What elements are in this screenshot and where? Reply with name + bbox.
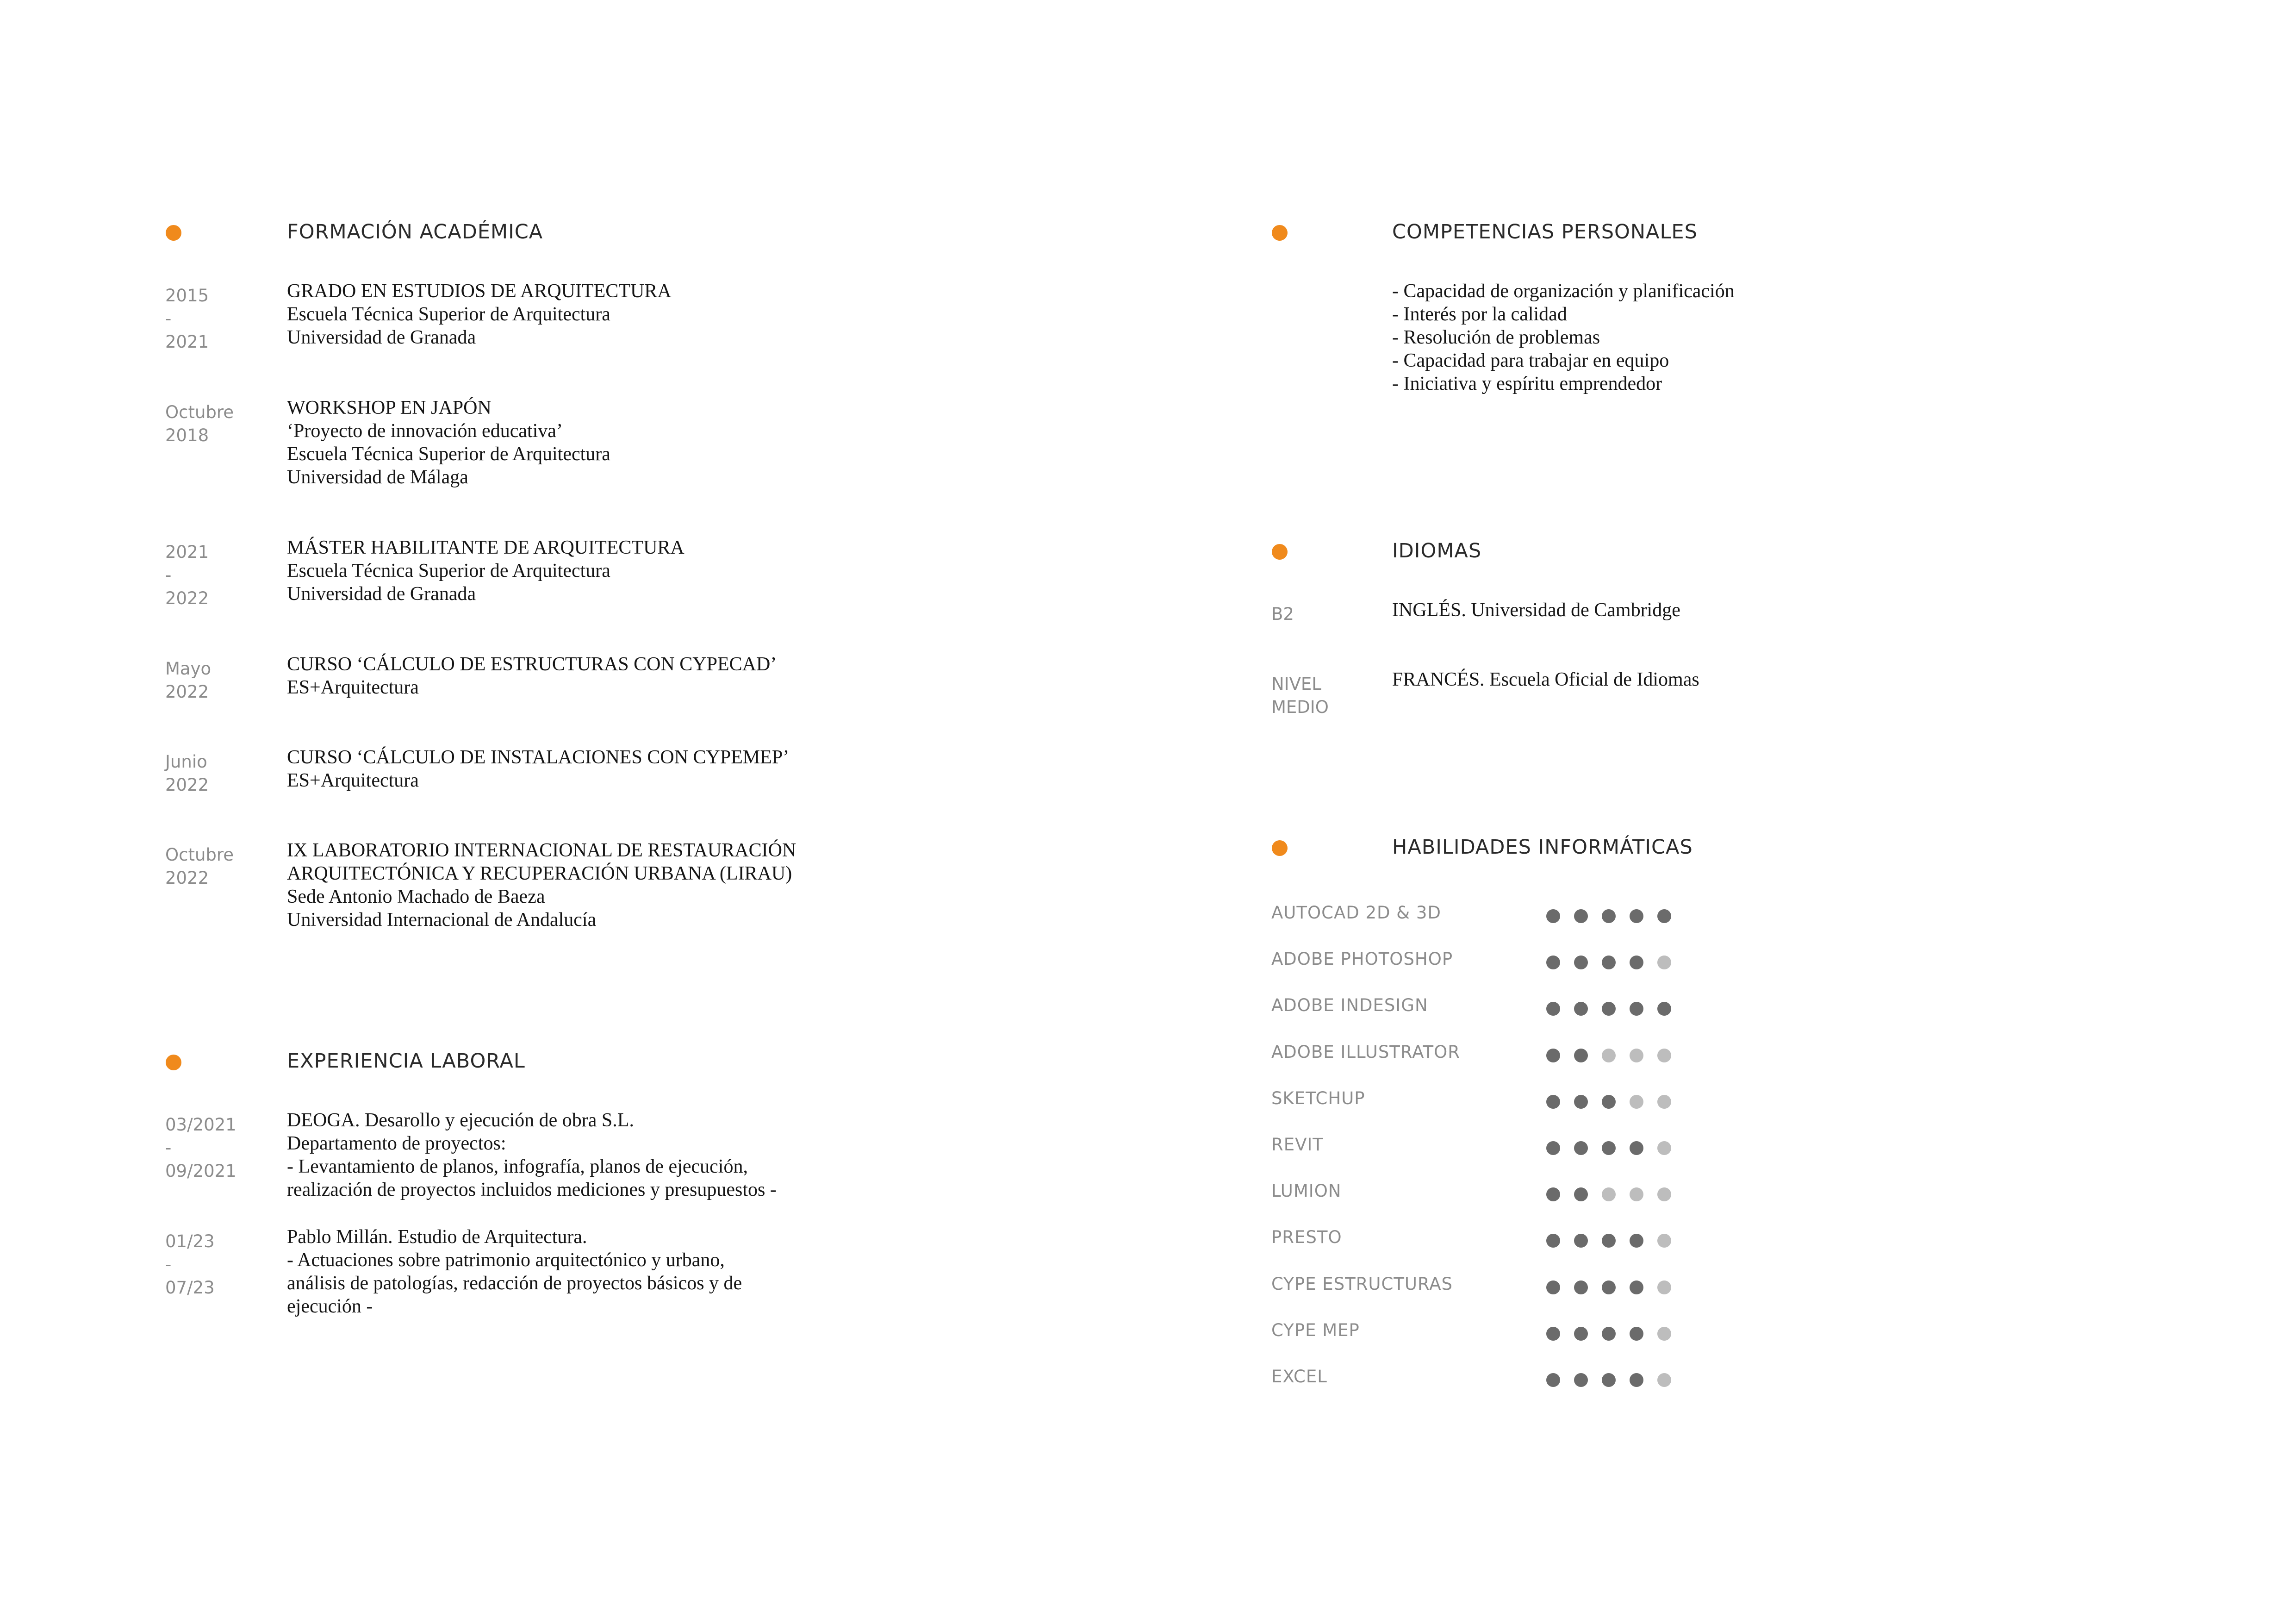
skill-name: REVIT bbox=[1271, 1135, 1324, 1155]
list-item: - Capacidad de organización y planificación bbox=[1392, 281, 1735, 302]
rating-dot-filled bbox=[1657, 1002, 1671, 1016]
entry-line: DEOGA. Desarollo y ejecución de obra S.L. bbox=[287, 1110, 634, 1131]
education-bullet-dot bbox=[166, 225, 181, 241]
rating-dot-filled bbox=[1574, 1280, 1588, 1294]
entry-line: Escuela Técnica Superior de Arquitectura bbox=[287, 443, 610, 465]
rating-dot-empty bbox=[1630, 1095, 1643, 1109]
education-entry-6 bbox=[287, 839, 796, 931]
rating-dot-empty bbox=[1657, 1280, 1671, 1294]
list-item: - Iniciativa y espíritu emprendedor bbox=[1392, 373, 1662, 394]
rating-dot-empty bbox=[1657, 956, 1671, 969]
rating-dot-filled bbox=[1602, 1095, 1616, 1109]
entry-line: - Levantamiento de planos, infografía, planos de ejecución, bbox=[287, 1156, 748, 1177]
rating-dot-filled bbox=[1546, 1280, 1560, 1294]
entry-line: Departamento de proyectos: bbox=[287, 1133, 506, 1154]
rating-dot-filled bbox=[1546, 1234, 1560, 1248]
rating-dot-empty bbox=[1602, 1049, 1616, 1062]
rating-dot-empty bbox=[1657, 1141, 1671, 1155]
skill-name: PRESTO bbox=[1271, 1227, 1342, 1247]
experience-bullet-dot bbox=[166, 1055, 181, 1070]
date-line: 2018 bbox=[165, 425, 209, 445]
rating-dot-filled bbox=[1630, 1327, 1643, 1341]
education-entry-2 bbox=[287, 396, 610, 489]
entry-line: Universidad de Málaga bbox=[287, 467, 468, 488]
date-line: 03/2021 bbox=[165, 1115, 236, 1135]
date-line: 2021 bbox=[165, 332, 209, 352]
date-line: Octubre bbox=[165, 845, 234, 865]
education-entry-5 bbox=[287, 746, 789, 792]
competences-section-title: COMPETENCIAS PERSONALES bbox=[1392, 220, 1698, 244]
date-line: 09/2021 bbox=[165, 1161, 236, 1181]
language-level-1 bbox=[1271, 603, 1294, 626]
entry-line: IX LABORATORIO INTERNACIONAL DE RESTAURACIÓN bbox=[287, 840, 796, 861]
date-line: 2022 bbox=[165, 682, 209, 702]
entry-line: Universidad de Granada bbox=[287, 327, 476, 348]
rating-dot-filled bbox=[1546, 1373, 1560, 1387]
rating-dot-empty bbox=[1630, 1049, 1643, 1062]
skill-name: EXCEL bbox=[1271, 1367, 1327, 1387]
rating-dot-empty bbox=[1602, 1187, 1616, 1201]
entry-line: Escuela Técnica Superior de Arquitectura bbox=[287, 304, 610, 325]
entry-line: análisis de patologías, redacción de proyectos básicos y de bbox=[287, 1273, 742, 1294]
rating-dot-filled bbox=[1574, 1141, 1588, 1155]
education-section-title: FORMACIÓN ACADÉMICA bbox=[287, 220, 543, 244]
rating-dot-filled bbox=[1602, 956, 1616, 969]
experience-entry-1 bbox=[287, 1109, 777, 1201]
rating-dot-filled bbox=[1630, 1234, 1643, 1248]
language-entry-2: FRANCÉS. Escuela Oficial de Idiomas bbox=[1392, 669, 1699, 690]
date-line: 2015 bbox=[165, 286, 209, 306]
education-date-1 bbox=[165, 284, 209, 354]
date-line: 2021 bbox=[165, 542, 209, 562]
experience-section-title: EXPERIENCIA LABORAL bbox=[287, 1049, 525, 1073]
date-line: - bbox=[165, 1138, 172, 1158]
skills-section-title: HABILIDADES INFORMÁTICAS bbox=[1392, 836, 1693, 859]
rating-dot-empty bbox=[1657, 1049, 1671, 1062]
date-line: - bbox=[165, 565, 172, 585]
rating-dot-filled bbox=[1574, 1234, 1588, 1248]
education-date-3 bbox=[165, 541, 209, 610]
education-entry-4 bbox=[287, 653, 777, 699]
rating-dot-filled bbox=[1546, 1095, 1560, 1109]
skill-name: AUTOCAD 2D & 3D bbox=[1271, 903, 1441, 923]
date-line: 07/23 bbox=[165, 1278, 215, 1298]
rating-dot-filled bbox=[1574, 1373, 1588, 1387]
entry-line: Universidad Internacional de Andalucía bbox=[287, 909, 597, 931]
rating-dot-filled bbox=[1574, 909, 1588, 923]
entry-line: MÁSTER HABILITANTE DE ARQUITECTURA bbox=[287, 537, 684, 558]
skill-name: ADOBE ILLUSTRATOR bbox=[1271, 1042, 1460, 1062]
languages-section-title: IDIOMAS bbox=[1392, 539, 1482, 562]
date-line: - bbox=[165, 309, 172, 329]
rating-dot-filled bbox=[1546, 1141, 1560, 1155]
rating-dot-filled bbox=[1630, 1373, 1643, 1387]
language-level-2 bbox=[1271, 673, 1329, 719]
education-entry-1 bbox=[287, 280, 672, 349]
languages-bullet-dot bbox=[1272, 544, 1288, 560]
skill-name: ADOBE PHOTOSHOP bbox=[1271, 949, 1453, 969]
education-entry-3 bbox=[287, 536, 684, 606]
rating-dot-filled bbox=[1602, 1280, 1616, 1294]
entry-line: Sede Antonio Machado de Baeza bbox=[287, 886, 545, 907]
rating-dot-empty bbox=[1657, 1187, 1671, 1201]
list-item: - Resolución de problemas bbox=[1392, 327, 1600, 348]
rating-dot-filled bbox=[1602, 909, 1616, 923]
date-line: - bbox=[165, 1255, 172, 1274]
skill-name: CYPE MEP bbox=[1271, 1320, 1360, 1340]
experience-date-2 bbox=[165, 1230, 215, 1299]
date-line: 2022 bbox=[165, 588, 209, 608]
education-date-4 bbox=[165, 657, 211, 704]
rating-dot-filled bbox=[1602, 1234, 1616, 1248]
competences-list bbox=[1392, 280, 1735, 395]
rating-dot-filled bbox=[1546, 1327, 1560, 1341]
rating-dot-filled bbox=[1546, 1049, 1560, 1062]
rating-dot-filled bbox=[1657, 909, 1671, 923]
skills-bullet-dot bbox=[1272, 840, 1288, 856]
rating-dot-filled bbox=[1630, 1280, 1643, 1294]
list-item: - Capacidad para trabajar en equipo bbox=[1392, 350, 1669, 371]
date-line: Octubre bbox=[165, 402, 234, 422]
rating-dot-filled bbox=[1546, 1002, 1560, 1016]
rating-dot-filled bbox=[1630, 956, 1643, 969]
rating-dot-filled bbox=[1630, 909, 1643, 923]
rating-dot-filled bbox=[1574, 956, 1588, 969]
date-line: 2022 bbox=[165, 868, 209, 888]
rating-dot-filled bbox=[1546, 909, 1560, 923]
entry-line: realización de proyectos incluidos mediciones y presupuestos - bbox=[287, 1179, 777, 1200]
entry-line: GRADO EN ESTUDIOS DE ARQUITECTURA bbox=[287, 281, 672, 302]
skill-name: CYPE ESTRUCTURAS bbox=[1271, 1274, 1453, 1294]
education-date-5 bbox=[165, 750, 209, 797]
rating-dot-filled bbox=[1602, 1002, 1616, 1016]
entry-line: Pablo Millán. Estudio de Arquitectura. bbox=[287, 1226, 587, 1248]
competences-bullet-dot bbox=[1272, 225, 1288, 241]
entry-line: ES+Arquitectura bbox=[287, 677, 419, 698]
skill-name: ADOBE INDESIGN bbox=[1271, 995, 1428, 1015]
entry-line: - Actuaciones sobre patrimonio arquitectónico y urbano, bbox=[287, 1249, 725, 1271]
entry-line: CURSO ‘CÁLCULO DE INSTALACIONES CON CYPEMEP’ bbox=[287, 747, 790, 768]
entry-line: WORKSHOP EN JAPÓN bbox=[287, 397, 492, 418]
entry-line: ARQUITECTÓNICA Y RECUPERACIÓN URBANA (LIRAU) bbox=[287, 863, 792, 884]
rating-dot-filled bbox=[1630, 1002, 1643, 1016]
experience-date-1 bbox=[165, 1113, 236, 1183]
skill-name: LUMION bbox=[1271, 1181, 1342, 1201]
date-line: 01/23 bbox=[165, 1231, 215, 1251]
experience-entry-2 bbox=[287, 1225, 742, 1318]
education-date-6 bbox=[165, 843, 234, 890]
entry-line: Universidad de Granada bbox=[287, 583, 476, 605]
rating-dot-empty bbox=[1657, 1373, 1671, 1387]
rating-dot-filled bbox=[1574, 1002, 1588, 1016]
language-entry-1: INGLÉS. Universidad de Cambridge bbox=[1392, 600, 1680, 621]
rating-dot-filled bbox=[1602, 1327, 1616, 1341]
rating-dot-empty bbox=[1657, 1234, 1671, 1248]
entry-line: ES+Arquitectura bbox=[287, 770, 419, 791]
date-line: Mayo bbox=[165, 659, 212, 679]
rating-dot-filled bbox=[1602, 1373, 1616, 1387]
rating-dot-filled bbox=[1546, 956, 1560, 969]
rating-dot-empty bbox=[1630, 1187, 1643, 1201]
entry-line: ‘Proyecto de innovación educativa’ bbox=[287, 420, 563, 442]
rating-dot-filled bbox=[1574, 1187, 1588, 1201]
rating-dot-empty bbox=[1657, 1095, 1671, 1109]
rating-dot-filled bbox=[1602, 1141, 1616, 1155]
entry-line: Escuela Técnica Superior de Arquitectura bbox=[287, 560, 610, 581]
entry-line: ejecución - bbox=[287, 1296, 373, 1317]
education-date-2 bbox=[165, 401, 234, 447]
level-line: B2 bbox=[1271, 604, 1294, 624]
date-line: 2022 bbox=[165, 775, 209, 795]
entry-line: CURSO ‘CÁLCULO DE ESTRUCTURAS CON CYPECAD’ bbox=[287, 654, 777, 675]
level-line: NIVEL bbox=[1271, 674, 1321, 694]
level-line: MEDIO bbox=[1271, 697, 1329, 717]
date-line: Junio bbox=[165, 752, 207, 772]
rating-dot-filled bbox=[1574, 1095, 1588, 1109]
rating-dot-filled bbox=[1574, 1327, 1588, 1341]
rating-dot-filled bbox=[1574, 1049, 1588, 1062]
rating-dot-empty bbox=[1657, 1327, 1671, 1341]
skill-name: SKETCHUP bbox=[1271, 1088, 1365, 1108]
rating-dot-filled bbox=[1546, 1187, 1560, 1201]
rating-dot-filled bbox=[1630, 1141, 1643, 1155]
list-item: - Interés por la calidad bbox=[1392, 304, 1567, 325]
